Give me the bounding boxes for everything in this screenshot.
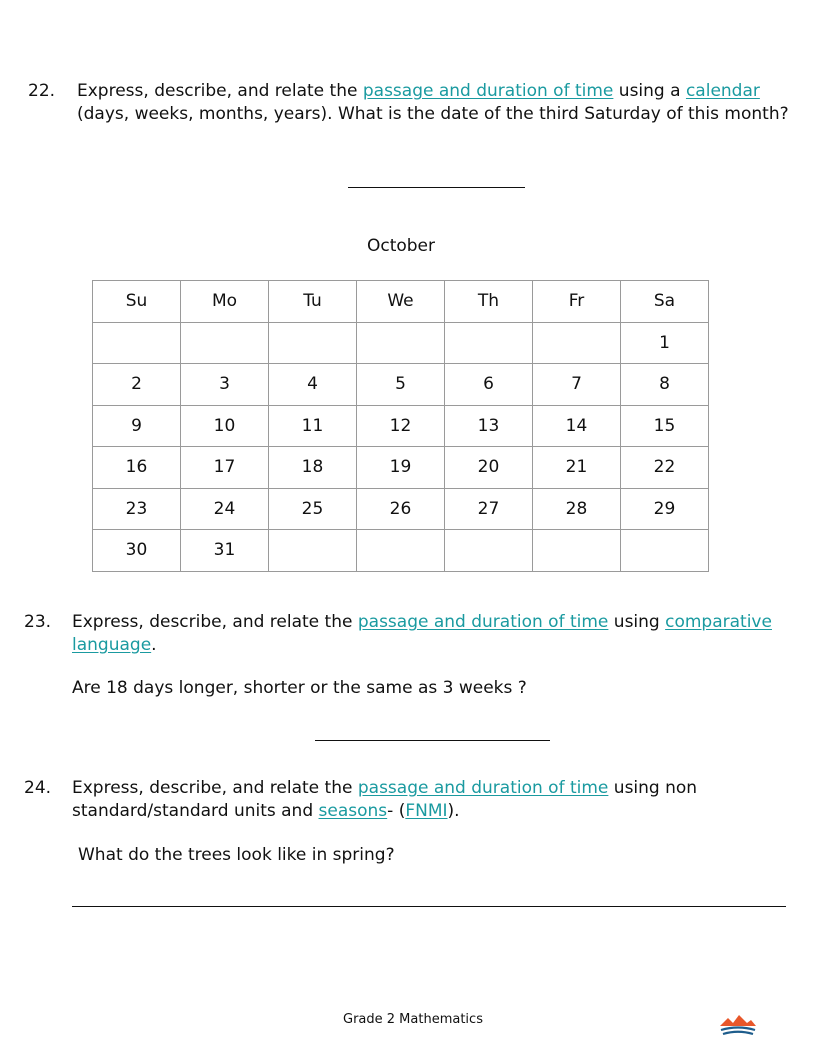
q24-seasons-link[interactable]: seasons xyxy=(318,800,388,821)
calendar-day-header: Tu xyxy=(269,281,357,323)
calendar-week-row xyxy=(93,364,709,406)
question-24 xyxy=(24,777,799,825)
calendar-day-header: Sa xyxy=(621,281,709,323)
q22-passage-link[interactable]: passage and duration of time xyxy=(362,81,614,101)
calendar-date-cell: 1 xyxy=(621,322,709,364)
q24-question: What do the trees look like in spring? xyxy=(78,845,395,865)
calendar-date-cell: 18 xyxy=(269,447,357,489)
calendar-date-cell: 25 xyxy=(269,488,357,530)
calendar-date-cell: 23 xyxy=(93,488,181,530)
calendar-date-cell: 9 xyxy=(93,405,181,447)
calendar-date-cell: 17 xyxy=(181,447,269,489)
question-23 xyxy=(24,611,799,659)
q23-question: Are 18 days longer, shorter or the same as 3 weeks ? xyxy=(72,678,527,698)
calendar-date-cell: 22 xyxy=(621,447,709,489)
question-24-prompt xyxy=(72,777,722,822)
calendar-day-header: We xyxy=(357,281,445,323)
calendar-date-cell xyxy=(357,322,445,364)
calendar-date-cell xyxy=(269,530,357,572)
calendar-date-cell xyxy=(269,322,357,364)
q24-text-2: using non standard/standard units and xyxy=(72,778,698,821)
calendar-date-cell xyxy=(445,322,533,364)
calendar-date-cell: 16 xyxy=(93,447,181,489)
calendar-date-cell: 5 xyxy=(357,364,445,406)
calendar-date-cell: 28 xyxy=(533,488,621,530)
calendar-date-cell: 27 xyxy=(445,488,533,530)
calendar-date-cell: 12 xyxy=(357,405,445,447)
calendar-date-cell: 14 xyxy=(533,405,621,447)
q23-comparative-language-link[interactable]: comparative language xyxy=(72,612,772,655)
question-22-prompt xyxy=(77,80,792,125)
question-22-number: 22. xyxy=(28,81,56,101)
calendar-date-cell: 7 xyxy=(533,364,621,406)
calendar-day-header: Mo xyxy=(181,281,269,323)
q22-text-3: (days, weeks, months, years). What is the date of the third Saturday of this month? xyxy=(77,103,789,124)
calendar-date-cell: 6 xyxy=(445,364,533,406)
footer-text: Grade 2 Mathematics xyxy=(343,1012,483,1027)
calendar-date-cell: 4 xyxy=(269,364,357,406)
calendar-date-cell: 24 xyxy=(181,488,269,530)
question-23-number: 23. xyxy=(24,612,52,632)
calendar-date-cell: 13 xyxy=(445,405,533,447)
calendar-date-cell: 26 xyxy=(357,488,445,530)
q22-text-1: Express, describe, and relate the xyxy=(77,81,363,101)
question-22 xyxy=(28,80,798,150)
calendar-date-cell: 30 xyxy=(93,530,181,572)
mountain-logo-icon xyxy=(718,1012,758,1038)
calendar-week-row xyxy=(93,488,709,530)
q22-text-2: using a xyxy=(613,81,686,101)
q23-text-1: Express, describe, and relate the xyxy=(72,612,358,632)
q24-fnmi-link[interactable]: FNMI xyxy=(405,800,448,821)
calendar-date-cell: 20 xyxy=(445,447,533,489)
calendar-week-row xyxy=(93,530,709,572)
calendar-day-header: Fr xyxy=(533,281,621,323)
calendar-date-cell: 2 xyxy=(93,364,181,406)
q24-text-1: Express, describe, and relate the xyxy=(72,778,358,798)
calendar-date-cell xyxy=(621,530,709,572)
q23-text-3: . xyxy=(151,634,157,655)
calendar-date-cell: 15 xyxy=(621,405,709,447)
calendar-date-cell xyxy=(93,322,181,364)
calendar-week-row xyxy=(93,322,709,364)
q24-text-3: - ( xyxy=(387,800,406,821)
q22-answer-line xyxy=(348,187,525,188)
calendar-month-title: October xyxy=(366,236,436,256)
q24-passage-link[interactable]: passage and duration of time xyxy=(357,778,609,798)
calendar-week-row xyxy=(93,405,709,447)
calendar-header-row xyxy=(93,281,709,323)
calendar-date-cell xyxy=(533,530,621,572)
calendar-date-cell xyxy=(181,322,269,364)
calendar-date-cell xyxy=(357,530,445,572)
calendar-date-cell xyxy=(445,530,533,572)
calendar-date-cell: 10 xyxy=(181,405,269,447)
question-24-number: 24. xyxy=(24,778,52,798)
calendar-date-cell: 3 xyxy=(181,364,269,406)
calendar-date-cell: 21 xyxy=(533,447,621,489)
calendar-date-cell: 11 xyxy=(269,405,357,447)
calendar-week-row xyxy=(93,447,709,489)
calendar-table xyxy=(92,280,709,572)
q24-text-4: ). xyxy=(447,800,460,821)
calendar-date-cell: 29 xyxy=(621,488,709,530)
calendar-day-header: Su xyxy=(93,281,181,323)
calendar-date-cell: 8 xyxy=(621,364,709,406)
calendar-date-cell: 31 xyxy=(181,530,269,572)
q23-text-2: using xyxy=(608,612,666,632)
question-23-prompt xyxy=(72,611,792,656)
q22-calendar-link[interactable]: calendar xyxy=(685,81,760,101)
calendar-day-header: Th xyxy=(445,281,533,323)
q23-passage-link[interactable]: passage and duration of time xyxy=(357,612,609,632)
calendar-date-cell: 19 xyxy=(357,447,445,489)
calendar-date-cell xyxy=(533,322,621,364)
q24-answer-line xyxy=(72,906,786,907)
q23-answer-line xyxy=(315,740,550,741)
